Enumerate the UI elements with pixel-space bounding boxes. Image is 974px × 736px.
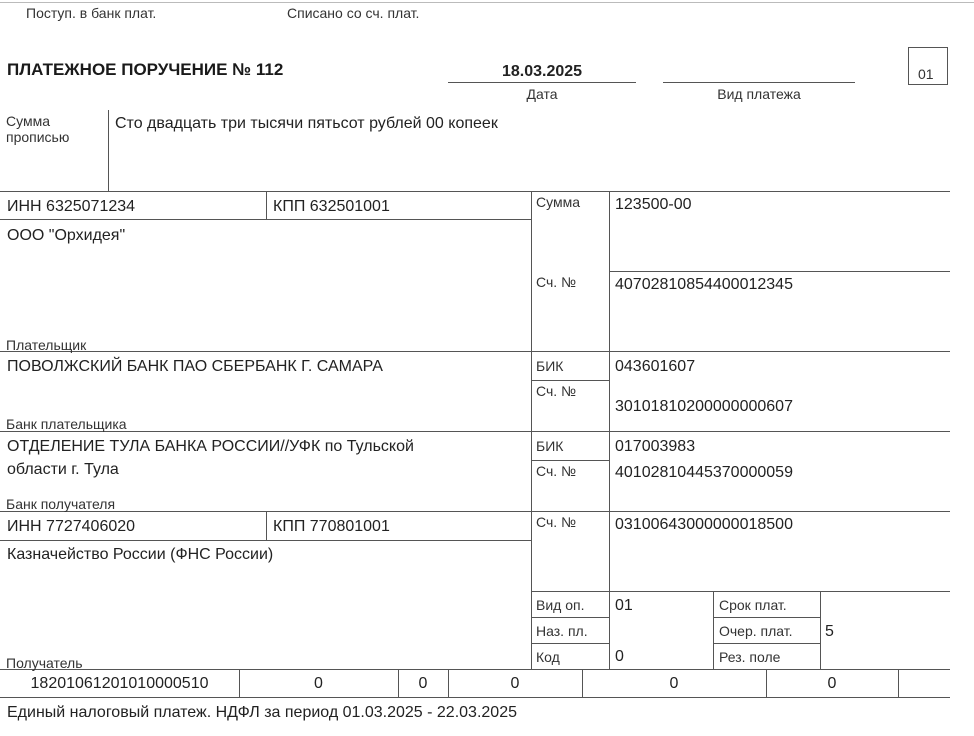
recipient-bank-bik-label: БИК — [536, 438, 564, 454]
vline-inn-kpp — [266, 191, 267, 219]
hline-recipient-bank — [0, 431, 950, 432]
amount-label: Сумма — [536, 194, 580, 210]
amount-words-label: Сумма прописью — [6, 113, 70, 145]
hline-recipient-inn — [0, 511, 950, 512]
payer-label: Плательщик — [6, 337, 87, 353]
recipient-label: Получатель — [6, 655, 83, 671]
payment-purpose: Единый налоговый платеж. НДФЛ за период 01.03.2025 - 22.03.2025 — [7, 704, 517, 721]
recipient-bank-label: Банк получателя — [6, 496, 116, 512]
tax-field-doc-number: 0 — [669, 675, 679, 692]
vline-left-right — [531, 191, 532, 669]
form-code: 01 — [918, 66, 934, 82]
hline-kod — [531, 643, 609, 644]
kod-value: 0 — [615, 648, 624, 665]
recipient-acc-label: Сч. № — [536, 514, 577, 530]
tax-field-period: 0 — [510, 675, 520, 692]
recipient-inn: ИНН 7727406020 — [7, 518, 136, 535]
debited-label: Списано со сч. плат. — [287, 5, 420, 21]
ocher-plat-label: Очер. плат. — [719, 623, 793, 639]
srok-plat-label: Срок плат. — [719, 597, 787, 613]
hline-recipient-kpp — [0, 540, 531, 541]
hline-ocher — [713, 643, 820, 644]
ocher-plat-value: 5 — [825, 623, 834, 640]
recipient-bank-acc-label: Сч. № — [536, 463, 577, 479]
payer-name: ООО "Орхидея" — [7, 227, 126, 244]
hline-tax-bottom — [0, 697, 950, 698]
tax-field-oktmo: 0 — [314, 675, 323, 692]
vline-label-value — [609, 191, 610, 669]
tax-field-doc-date: 0 — [827, 675, 837, 692]
hline-srok — [713, 617, 820, 618]
vline-inn-kpp2 — [266, 511, 267, 540]
tax-field-kbk: 18201061201010000510 — [30, 675, 209, 692]
payer-kpp: КПП 632501001 — [273, 198, 390, 215]
date-underline — [448, 82, 636, 83]
hline-amount-acc — [609, 271, 950, 272]
vline-tax-6 — [898, 669, 899, 697]
amount-value: 123500-00 — [615, 196, 692, 213]
payer-bank-acc-label: Сч. № — [536, 383, 577, 399]
amount-words-value: Сто двадцать три тысячи пятьсот рублей 00 копеек — [115, 115, 498, 132]
payer-bank-bik: 043601607 — [615, 358, 696, 375]
date-value: 18.03.2025 — [501, 63, 583, 80]
payer-bank-name: ПОВОЛЖСКИЙ БАНК ПАО СБЕРБАНК Г. САМАРА — [7, 358, 383, 375]
kod-label: Код — [536, 649, 560, 665]
recipient-bank-name-line1: ОТДЕЛЕНИЕ ТУЛА БАНКА РОССИИ//УФК по Тульской — [7, 438, 414, 455]
payment-type-label: Вид платежа — [717, 86, 801, 102]
date-label: Дата — [526, 86, 558, 102]
vid-op-value: 01 — [615, 597, 633, 614]
recipient-name: Казначейство России (ФНС России) — [7, 546, 274, 563]
hline-naz-pl — [531, 617, 609, 618]
recipient-bank-name-line2: области г. Тула — [7, 461, 119, 478]
tax-field-basis: 0 — [418, 675, 428, 692]
vid-op-label: Вид оп. — [536, 597, 585, 613]
naz-pl-label: Наз. пл. — [536, 623, 588, 639]
top-border — [0, 2, 974, 3]
hline-vid-op — [531, 591, 950, 592]
vline-sum-words — [108, 110, 109, 191]
payer-account-label: Сч. № — [536, 274, 577, 290]
hline-tax-top — [0, 669, 950, 670]
vline-op-right — [820, 591, 821, 669]
recipient-bank-bik: 017003983 — [615, 438, 696, 455]
vline-op-mid — [713, 591, 714, 669]
recipient-acc: 03100643000000018500 — [615, 516, 793, 533]
rez-pole-label: Рез. поле — [719, 649, 781, 665]
payer-bank-label: Банк плательщика — [6, 416, 127, 432]
received-bank-label: Поступ. в банк плат. — [26, 5, 157, 21]
document-title: ПЛАТЕЖНОЕ ПОРУЧЕНИЕ № 112 — [7, 60, 284, 79]
payment-type-underline — [663, 82, 855, 83]
payer-account-value: 40702810854400012345 — [615, 276, 793, 293]
hline-bik2 — [531, 460, 609, 461]
recipient-kpp: КПП 770801001 — [273, 518, 390, 535]
hline-payer-bank — [0, 351, 950, 352]
payer-bank-bik-label: БИК — [536, 358, 564, 374]
hline-payer-inn — [0, 219, 531, 220]
hline-section — [0, 191, 950, 192]
payer-bank-acc: 30101810200000000607 — [615, 398, 793, 415]
recipient-bank-acc: 40102810445370000059 — [615, 464, 793, 481]
payer-inn: ИНН 6325071234 — [7, 198, 136, 215]
hline-bik — [531, 380, 609, 381]
